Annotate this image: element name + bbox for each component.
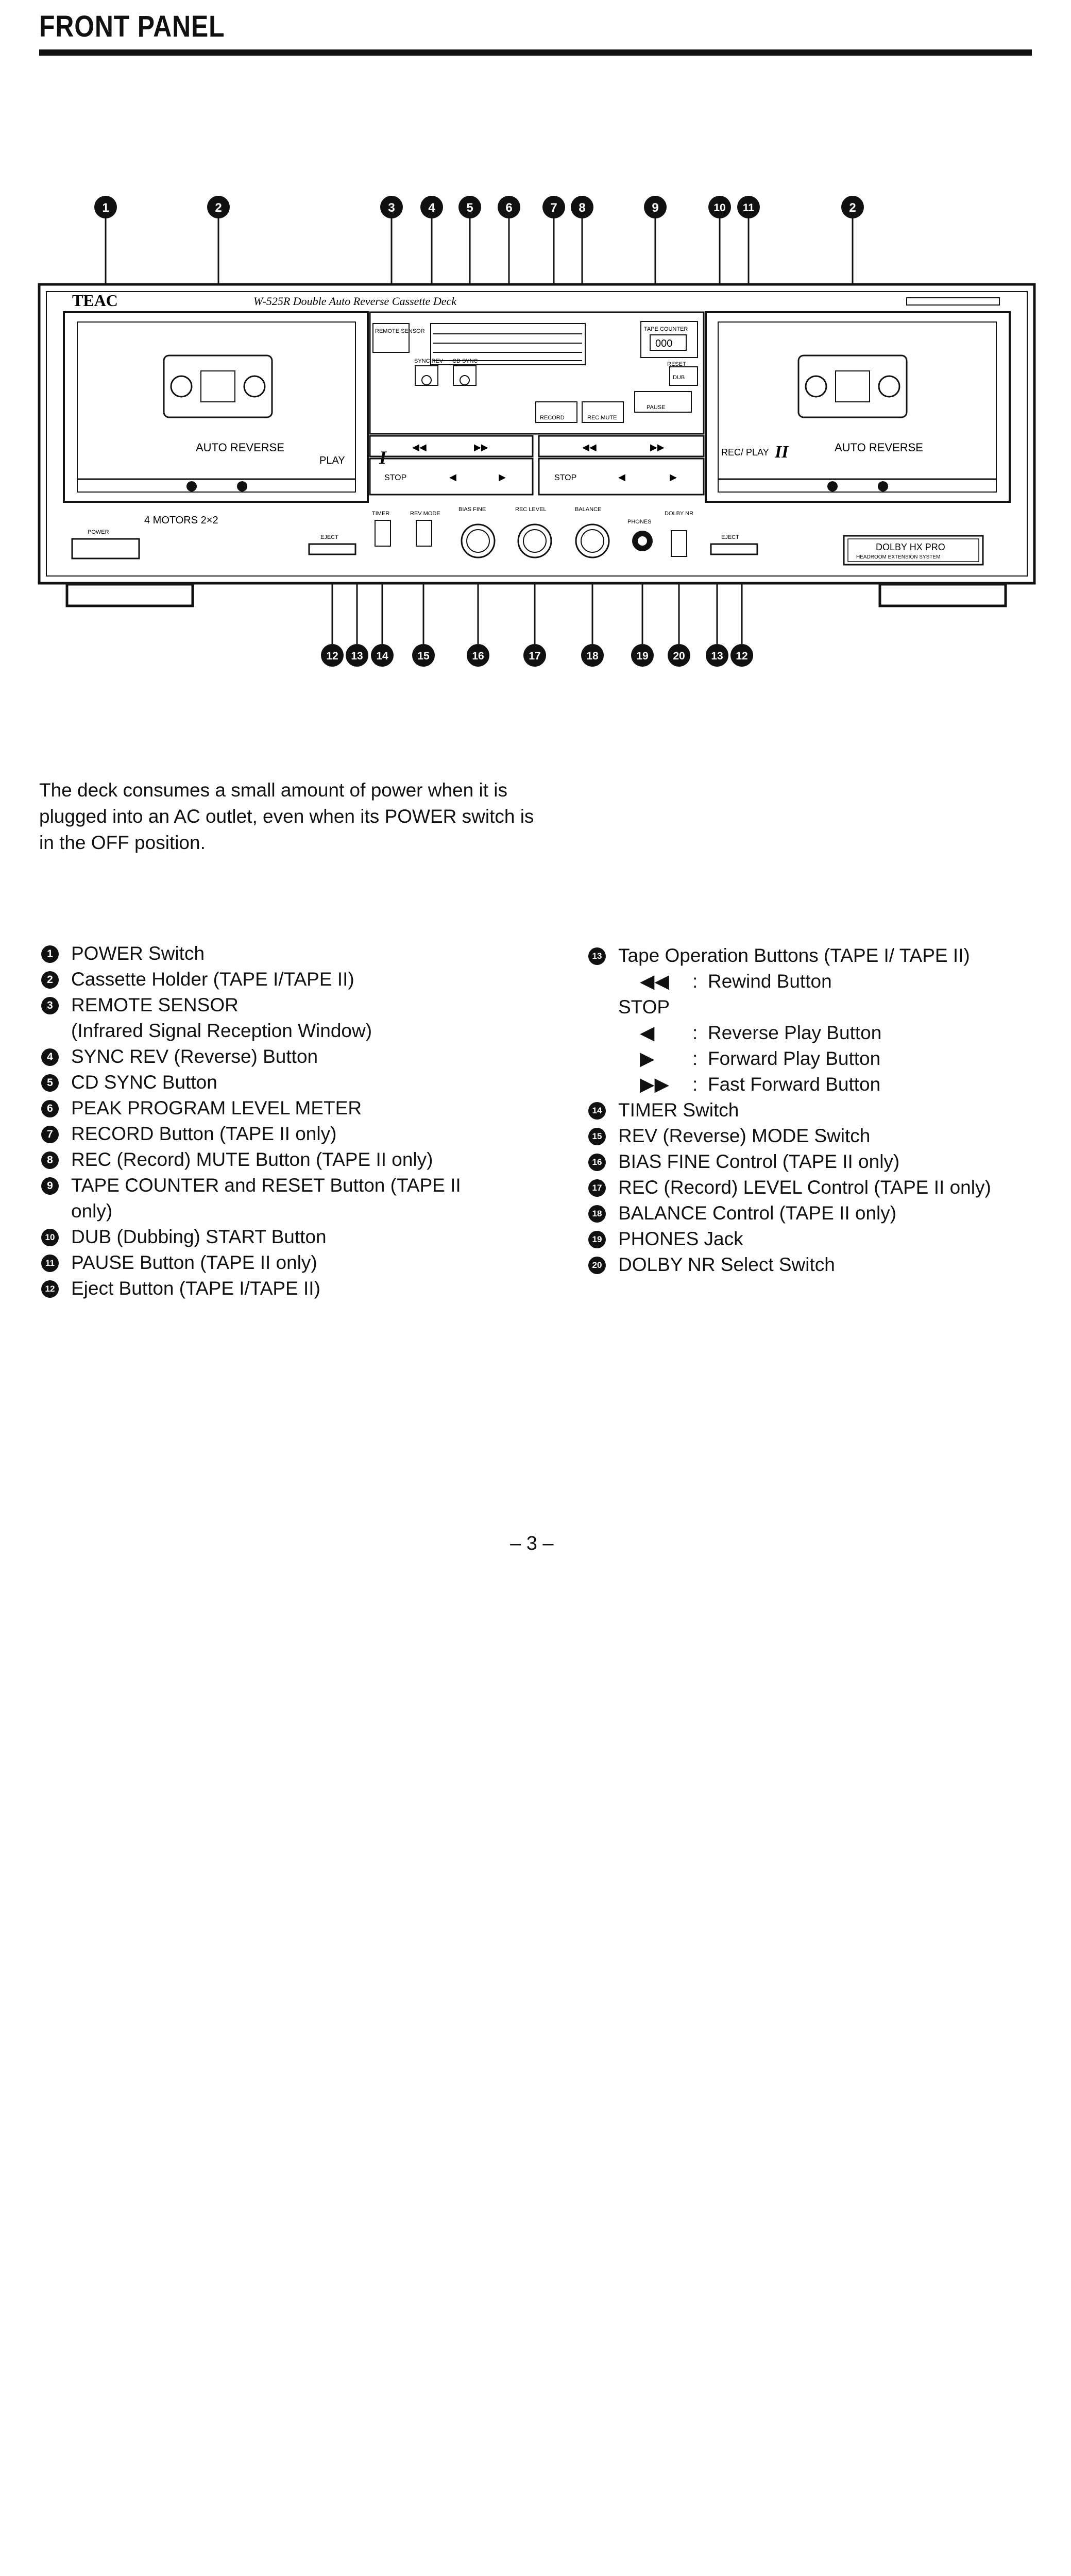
rewind-row: ◀◀ : Rewind Button — [586, 969, 1050, 994]
callout-6 — [498, 196, 520, 218]
page-heading: FRONT PANEL — [39, 10, 225, 43]
list-item: 1 POWER Switch — [39, 941, 554, 967]
svg-text:II: II — [775, 443, 789, 462]
svg-text:4 MOTORS 2×2: 4 MOTORS 2×2 — [144, 515, 218, 526]
svg-text:6: 6 — [505, 201, 513, 215]
rewind-icon: ◀◀ — [640, 971, 669, 992]
forward-play-icon: ▶ — [640, 1048, 655, 1069]
svg-text:PLAY: PLAY — [319, 455, 345, 466]
page-number: – 3 – — [510, 1533, 554, 1554]
model-name: W-525R Double Auto Reverse Cassette Deck — [253, 295, 457, 308]
list-item: 16 BIAS FINE Control (TAPE II only) — [586, 1149, 1050, 1175]
brand-logo: TEAC — [72, 291, 118, 310]
svg-text:REMOTE SENSOR: REMOTE SENSOR — [375, 328, 425, 334]
list-item: 3 REMOTE SENSOR — [39, 992, 554, 1018]
callouts-bottom — [321, 644, 753, 667]
list-item-tape-operation: 13 Tape Operation Buttons (TAPE I/ TAPE II) — [586, 943, 1050, 969]
list-item: 14 TIMER Switch — [586, 1097, 1050, 1123]
callout-3 — [380, 196, 403, 218]
svg-text:19: 19 — [636, 650, 649, 662]
fast-forward-row: ▶▶ : Fast Forward Button — [586, 1072, 1050, 1097]
svg-text:000: 000 — [655, 338, 673, 349]
svg-text:DOLBY NR: DOLBY NR — [665, 511, 694, 517]
callout-2 — [207, 196, 230, 218]
svg-text:10: 10 — [713, 202, 726, 214]
svg-text:RESET: RESET — [667, 361, 686, 367]
list-item: 5 CD SYNC Button — [39, 1070, 554, 1095]
svg-text:REC LEVEL: REC LEVEL — [515, 506, 547, 513]
svg-text:STOP: STOP — [384, 473, 407, 482]
front-panel-diagram — [0, 0, 1071, 690]
forward-row: ▶ : Forward Play Button — [586, 1046, 1050, 1072]
svg-text:15: 15 — [417, 650, 430, 662]
callout-12b — [730, 644, 753, 667]
svg-text:EJECT: EJECT — [721, 534, 739, 540]
svg-text:20: 20 — [673, 650, 685, 662]
callout-13 — [346, 644, 368, 667]
svg-text:AUTO REVERSE: AUTO REVERSE — [835, 441, 923, 454]
svg-text:AUTO REVERSE: AUTO REVERSE — [196, 441, 284, 454]
svg-text:▶: ▶ — [670, 472, 677, 482]
svg-text:TAPE COUNTER: TAPE COUNTER — [644, 326, 688, 332]
callout-13b — [706, 644, 728, 667]
svg-text:2: 2 — [215, 201, 222, 215]
svg-text:RECORD: RECORD — [540, 415, 565, 421]
svg-text:REC MUTE: REC MUTE — [587, 415, 617, 421]
svg-text:BALANCE: BALANCE — [575, 506, 602, 513]
svg-text:PAUSE: PAUSE — [647, 404, 666, 411]
svg-text:POWER: POWER — [88, 529, 109, 535]
svg-text:8: 8 — [579, 201, 586, 215]
callout-15 — [412, 644, 435, 667]
svg-text:TIMER: TIMER — [372, 511, 390, 517]
svg-text:13: 13 — [351, 650, 363, 662]
callout-20 — [668, 644, 690, 667]
svg-text:CD SYNC: CD SYNC — [452, 358, 478, 364]
svg-text:I: I — [379, 447, 387, 468]
list-item: 17 REC (Record) LEVEL Control (TAPE II only) — [586, 1175, 1050, 1200]
svg-text:5: 5 — [466, 201, 473, 215]
callout-17 — [523, 644, 546, 667]
callout-7 — [542, 196, 565, 218]
svg-text:DOLBY HX PRO: DOLBY HX PRO — [876, 542, 945, 552]
callout-2b — [841, 196, 864, 218]
svg-text:17: 17 — [529, 650, 541, 662]
callout-1 — [94, 196, 117, 218]
svg-text:12: 12 — [736, 650, 748, 662]
parts-list-right — [586, 943, 1050, 1278]
reverse-row: ◀ : Reverse Play Button — [586, 1020, 1050, 1046]
svg-text:BIAS FINE: BIAS FINE — [458, 506, 486, 513]
callout-12 — [321, 644, 344, 667]
reverse-play-icon: ◀ — [640, 1022, 655, 1043]
svg-text:▶▶: ▶▶ — [474, 442, 488, 452]
svg-text:13: 13 — [711, 650, 723, 662]
power-note: The deck consumes a small amount of power when it is plugged into an AC outlet, even when its POWER switch is in the OFF position. — [39, 779, 534, 853]
svg-text:STOP: STOP — [554, 473, 577, 482]
list-item: 19 PHONES Jack — [586, 1226, 1050, 1252]
callout-4 — [420, 196, 443, 218]
svg-text:18: 18 — [586, 650, 599, 662]
svg-text:3: 3 — [388, 201, 395, 215]
svg-text:14: 14 — [376, 650, 388, 662]
list-item: 7 RECORD Button (TAPE II only) — [39, 1121, 554, 1147]
list-item: 11 PAUSE Button (TAPE II only) — [39, 1250, 554, 1276]
callout-10 — [708, 196, 731, 218]
list-item: 2 Cassette Holder (TAPE I/TAPE II) — [39, 967, 554, 992]
svg-text:DUB: DUB — [673, 375, 685, 381]
callout-19 — [631, 644, 654, 667]
svg-text:◀◀: ◀◀ — [582, 442, 597, 452]
list-item: 6 PEAK PROGRAM LEVEL METER — [39, 1095, 554, 1121]
list-item: 20 DOLBY NR Select Switch — [586, 1252, 1050, 1278]
callout-11 — [737, 196, 760, 218]
svg-text:1: 1 — [102, 201, 109, 215]
list-item: 10 DUB (Dubbing) START Button — [39, 1224, 554, 1250]
svg-text:▶: ▶ — [499, 472, 506, 482]
callout-14 — [371, 644, 394, 667]
svg-text:12: 12 — [326, 650, 338, 662]
callout-5 — [458, 196, 481, 218]
svg-text:EJECT: EJECT — [320, 534, 338, 540]
svg-text:16: 16 — [472, 650, 484, 662]
svg-text:7: 7 — [550, 201, 557, 215]
list-item-sub: only) — [71, 1200, 113, 1222]
callout-8 — [571, 196, 593, 218]
list-item: 15 REV (Reverse) MODE Switch — [586, 1123, 1050, 1149]
svg-text:9: 9 — [652, 201, 659, 215]
svg-text:▶▶: ▶▶ — [650, 442, 665, 452]
svg-text:4: 4 — [428, 201, 435, 215]
stop-label: STOP — [618, 996, 670, 1018]
callout-9 — [644, 196, 667, 218]
svg-text:◀: ◀ — [618, 472, 625, 482]
list-item: 8 REC (Record) MUTE Button (TAPE II only) — [39, 1147, 554, 1173]
parts-list-left — [39, 941, 554, 1301]
list-item: 12 Eject Button (TAPE I/TAPE II) — [39, 1276, 554, 1301]
list-item: 18 BALANCE Control (TAPE II only) — [586, 1200, 1050, 1226]
list-item-sub: (Infrared Signal Reception Window) — [71, 1020, 372, 1041]
svg-text:◀: ◀ — [449, 472, 456, 482]
svg-text:SYNC REV: SYNC REV — [414, 358, 444, 364]
svg-text:11: 11 — [742, 202, 755, 214]
svg-text:◀◀: ◀◀ — [412, 442, 427, 452]
callouts-top — [94, 196, 864, 218]
callout-16 — [467, 644, 489, 667]
list-item: 9 TAPE COUNTER and RESET Button (TAPE II — [39, 1173, 554, 1198]
fast-forward-icon: ▶▶ — [640, 1074, 669, 1095]
svg-text:REC/ PLAY: REC/ PLAY — [721, 447, 769, 457]
svg-text:2: 2 — [849, 201, 856, 215]
svg-text:PHONES: PHONES — [627, 519, 652, 525]
callout-18 — [581, 644, 604, 667]
list-item: 4 SYNC REV (Reverse) Button — [39, 1044, 554, 1070]
svg-text:HEADROOM EXTENSION SYSTEM: HEADROOM EXTENSION SYSTEM — [856, 554, 941, 560]
svg-text:REV MODE: REV MODE — [410, 511, 440, 517]
